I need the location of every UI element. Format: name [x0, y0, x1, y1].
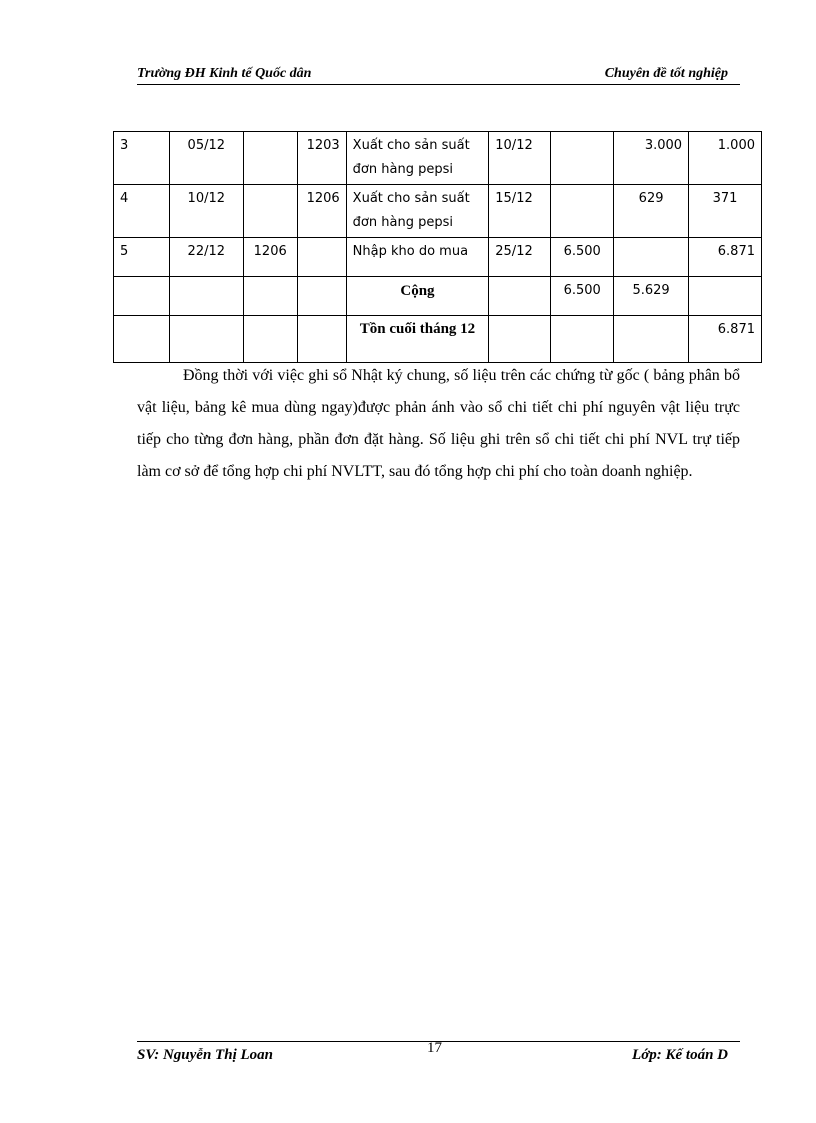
cell-in	[551, 316, 614, 363]
footer-class: Lớp: Kế toán D	[632, 1047, 728, 1063]
table-row	[114, 132, 762, 185]
footer-student: SV: Nguyễn Thị Loan	[137, 1047, 273, 1063]
cell-post-date: 10/12	[489, 132, 551, 185]
cell-stt: 5	[114, 238, 170, 277]
cell-stt: 4	[114, 185, 170, 238]
cell-receipt-no	[243, 277, 297, 316]
cell-in	[551, 185, 614, 238]
table-row-total	[114, 277, 762, 316]
cell-out	[614, 316, 689, 363]
cell-balance	[689, 277, 762, 316]
table-row	[114, 185, 762, 238]
cell-issue-no	[297, 238, 346, 277]
cell-balance: 6.871	[689, 316, 762, 363]
cell-stt: 3	[114, 132, 170, 185]
cell-out: 3.000	[614, 132, 689, 185]
cell-out: 629	[614, 185, 689, 238]
cell-in: 6.500	[551, 277, 614, 316]
page-number: 17	[427, 1040, 442, 1056]
cell-issue-no: 1203	[297, 132, 346, 185]
cell-out	[614, 238, 689, 277]
cell-receipt-no: 1206	[243, 238, 297, 277]
cell-date: 22/12	[169, 238, 243, 277]
cell-issue-no: 1206	[297, 185, 346, 238]
header-university: Trường ĐH Kinh tế Quốc dân	[137, 66, 312, 81]
cell-in	[551, 132, 614, 185]
cell-date	[169, 277, 243, 316]
material-ledger-table	[113, 131, 762, 363]
cell-total-label: Cộng	[346, 277, 489, 316]
cell-stt	[114, 316, 170, 363]
cell-description: Xuất cho sản suất đơn hàng pepsi	[346, 132, 489, 185]
table-row-closing	[114, 316, 762, 363]
cell-receipt-no	[243, 132, 297, 185]
header-thesis-title: Chuyên đề tốt nghiệp	[604, 66, 728, 81]
cell-date	[169, 316, 243, 363]
cell-description: Xuất cho sản suất đơn hàng pepsi	[346, 185, 489, 238]
cell-post-date	[489, 316, 551, 363]
cell-receipt-no	[243, 185, 297, 238]
cell-post-date: 25/12	[489, 238, 551, 277]
page-header	[137, 64, 740, 85]
cell-balance: 371	[689, 185, 762, 238]
cell-balance: 1.000	[689, 132, 762, 185]
cell-post-date: 15/12	[489, 185, 551, 238]
body-paragraph: Đồng thời với việc ghi sổ Nhật ký chung, số liệu trên các chứng từ gốc ( bảng phân bổ vật liệu, bảng kê mua dùng ngay)được phản ánh vào sổ chi tiết chi phí nguyên vật liệu trực tiếp cho từng đơn hàng, phần đơn đặt hàng. Số liệu ghi trên sổ chi tiết chi phí NVL trự tiếp làm cơ sở để tổng hợp chi phí NVLTT, sau đó tổng hợp chi phí cho toàn doanh nghiệp.	[137, 367, 740, 480]
cell-receipt-no	[243, 316, 297, 363]
cell-date: 05/12	[169, 132, 243, 185]
cell-post-date	[489, 277, 551, 316]
cell-date: 10/12	[169, 185, 243, 238]
cell-stt	[114, 277, 170, 316]
cell-issue-no	[297, 316, 346, 363]
cell-in: 6.500	[551, 238, 614, 277]
cell-description: Nhập kho do mua	[346, 238, 489, 277]
cell-out: 5.629	[614, 277, 689, 316]
cell-closing-label: Tồn cuối tháng 12	[346, 316, 489, 363]
table-row	[114, 238, 762, 277]
page-footer	[137, 1041, 740, 1068]
cell-issue-no	[297, 277, 346, 316]
cell-balance: 6.871	[689, 238, 762, 277]
